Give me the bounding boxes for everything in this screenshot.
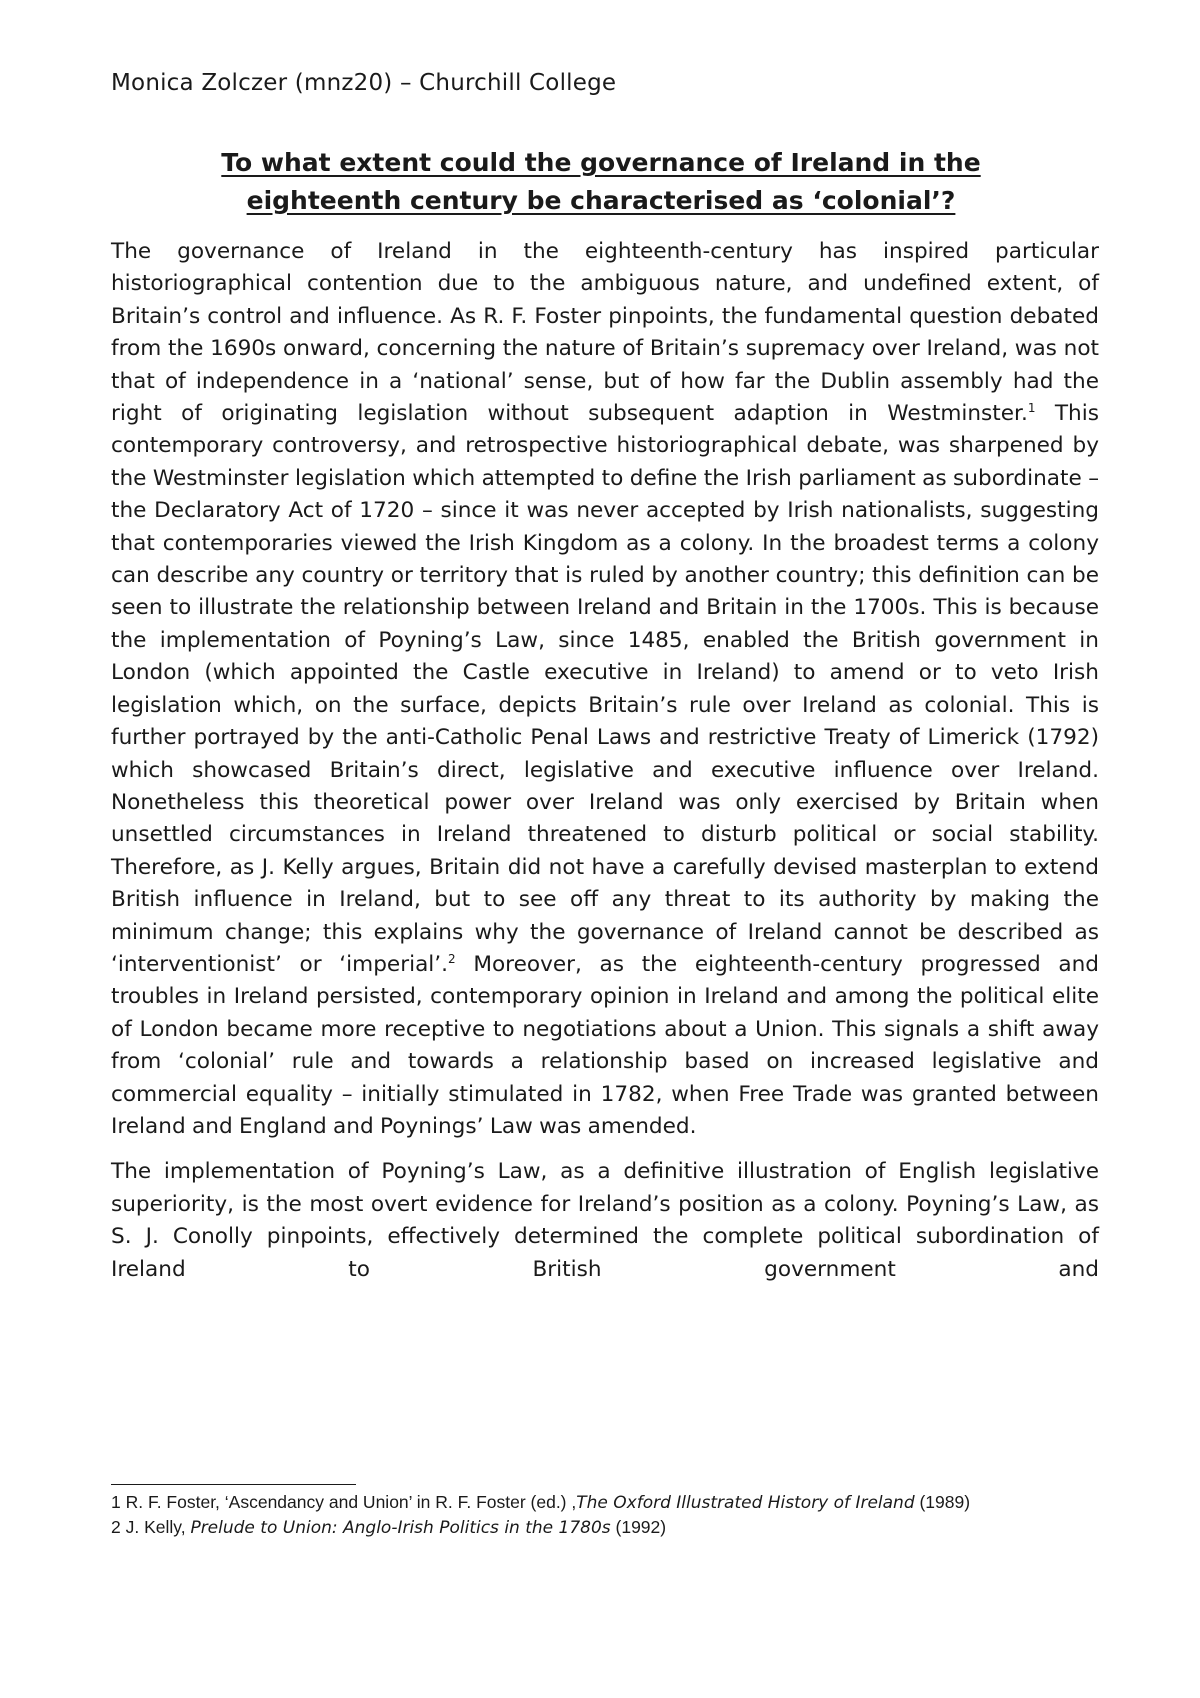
footnote-2: [111, 1515, 1091, 1540]
footnote-1-text-before: R. F. Foster, ‘Ascendancy and Union’ in R. F. Foster (ed.) ,: [120, 1492, 577, 1512]
paragraph-1-part-1: The governance of Ireland in the eighteenth-century has inspired particular historiographical contention due to the ambiguous nature, and undefined extent, of Britain’s control and influence. As R. F. Foster pinpoints, the fundamental question debated from the 1690s onward, concerning the nature of Britain’s supremacy over Ireland, was not that of independence in a ‘national’ sense, but of how far the Dublin assembly had the right of originating legislation without subsequent adaption in Westminster.: [111, 239, 1099, 427]
footnote-2-text-after: (1992): [610, 1517, 667, 1537]
footnote-divider: [111, 1484, 356, 1485]
author-line: Monica Zolczer (mnz20) – Churchill College: [111, 70, 617, 96]
paragraph-1-part-3: Moreover, as the eighteenth-century progressed and troubles in Ireland persisted, contemporary opinion in Ireland and among the political elite of London became more receptive to negotiations about a Union. This signals a shift away from ‘colonial’ rule and towards a relationship based on increased legislative and commercial equality – initially stimulated in 1782, when Free Trade was granted between Ireland and England and Poynings’ Law was amended.: [111, 951, 1099, 1139]
footnote-2-number: 2: [111, 1517, 121, 1537]
title-line-2: eighteenth century be characterised as ‘colonial’?: [246, 186, 956, 215]
paragraph-2: The implementation of Poyning’s Law, as a definitive illustration of English legislative superiority, is the most overt evidence for Ireland’s position as a colony. Poyning’s Law, as S. J. Conolly pinpoints, effectively determined the complete political subordination of Ireland to British government and: [111, 1159, 1099, 1282]
essay-body: [111, 236, 1099, 1299]
footnote-ref-1[interactable]: 1: [1027, 400, 1036, 415]
footnote-1-number: 1: [111, 1492, 121, 1512]
footnote-ref-2[interactable]: 2: [448, 951, 456, 966]
footnotes: [111, 1490, 1091, 1540]
footnote-1-text-after: (1989): [914, 1492, 971, 1512]
footnote-1: [111, 1490, 1091, 1515]
footnote-2-text-before: J. Kelly,: [120, 1517, 191, 1537]
footnote-2-title: Prelude to Union: Anglo-Irish Politics in the 1780s: [190, 1518, 611, 1538]
paragraph-1-part-2: This contemporary controversy, and retrospective historiographical debate, was sharpened by the Westminster legislation which attempted to define the Irish parliament as subordinate – the Declaratory Act of 1720 – since it was never accepted by Irish nationalists, suggesting that contemporaries viewed the Irish Kingdom as a colony. In the broadest terms a colony can describe any country or territory that is ruled by another country; this definition can be seen to illustrate the relationship between Ireland and Britain in the 1700s. This is because the implementation of Poyning’s Law, since 1485, enabled the British government in London (which appointed the Castle executive in Ireland) to amend or to veto Irish legislation which, on the surface, depicts Britain’s rule over Ireland as colonial. This is further portrayed by the anti-Catholic Penal Laws and restrictive Treaty of Limerick (1792) which showcased Britain’s direct, legislative and executive influence over Ireland. Nonetheless this theoretical power over Ireland was only exercised by Britain when unsettled circumstances in Ireland threatened to disturb political or social stability. Therefore, as J. Kelly argues, Britain did not have a carefully devised masterplan to extend British influence in Ireland, but to see off any threat to its authority by making the minimum change; this explains why the governance of Ireland cannot be described as ‘interventionist’ or ‘imperial’.: [111, 401, 1099, 977]
title-line-1: To what extent could the governance of Ireland in the: [221, 148, 981, 177]
footnote-1-title: The Oxford Illustrated History of Ireland: [576, 1493, 915, 1513]
essay-title: [111, 144, 1091, 220]
paragraph-1: [111, 236, 1099, 1143]
